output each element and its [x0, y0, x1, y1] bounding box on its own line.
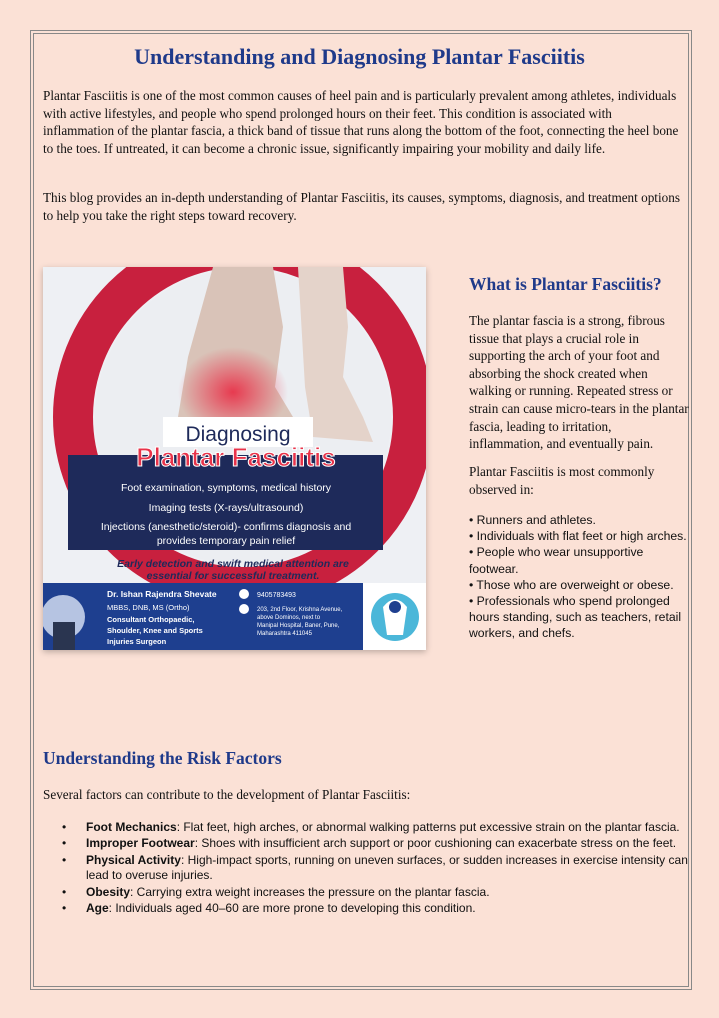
list-item — [62, 853, 692, 884]
poster-note-2: essential for successful treatment. — [146, 570, 320, 582]
doctor-qualifications: MBBS, DNB, MS (Ortho) — [107, 603, 190, 612]
poster-item-4: provides temporary pain relief — [156, 535, 296, 547]
diagnosis-poster-image — [43, 267, 426, 650]
doctor-role-3: Injuries Surgeon — [107, 637, 167, 646]
bullet-icon: • — [62, 901, 67, 916]
list-item — [62, 836, 692, 851]
address-line-2: above Dominos, next to — [257, 615, 321, 621]
bullet-icon: • — [62, 852, 67, 867]
bullet-icon: • — [62, 836, 67, 851]
list-item — [62, 885, 692, 900]
list-item: • Those who are overweight or obese. — [469, 577, 674, 592]
risk-text: : Flat feet, high arches, or abnormal walking patterns put excessive strain on the plantar fascia. — [176, 820, 680, 834]
list-item: • Professionals who spend prolonged hours standing, such as teachers, retail workers, and chefs. — [469, 594, 682, 641]
observed-in-paragraph: Plantar Fasciitis is most commonly observed in: — [469, 464, 655, 497]
location-icon — [239, 604, 249, 614]
poster-item-1: Foot examination, symptoms, medical history — [120, 482, 332, 494]
observed-in-list — [469, 512, 689, 642]
what-is-heading: What is Plantar Fasciitis? — [469, 274, 662, 294]
risk-term: Obesity — [86, 884, 131, 899]
risk-text: : Shoes with insufficient arch support or poor cushioning can exacerbate stress on the feet. — [194, 836, 677, 851]
doctor-role-1: Consultant Orthopaedic, — [107, 615, 195, 624]
risk-text: : Carrying extra weight increases the pressure on the plantar fascia. — [130, 884, 490, 899]
risk-term: Foot Mechanics — [86, 820, 177, 834]
risk-factors-heading: Understanding the Risk Factors — [43, 748, 282, 768]
poster-note-1: Early detection and swift medical attention are — [117, 558, 349, 570]
what-is-paragraph: The plantar fascia is a strong, fibrous tissue that plays a crucial role in supporting the arch of your foot and absorbing the shock created when walking or running. Repeated stress or strain can cause micro-tears in the plantar fascia, leading to irritation, inflammation, and eventually pain. — [469, 313, 689, 452]
risk-factors-list — [62, 820, 692, 917]
bullet-icon: • — [62, 820, 67, 834]
list-item — [62, 901, 692, 916]
address-line-3: Manipal Hospital, Baner, Pune, — [257, 623, 340, 629]
bullet-icon: • — [62, 884, 67, 899]
risk-text: : Individuals aged 40–60 are more prone to developing this condition. — [108, 901, 476, 916]
risk-term: Physical Activity — [86, 852, 181, 867]
risk-term: Improper Footwear — [86, 836, 195, 851]
risk-factors-intro: Several factors can contribute to the development of Plantar Fasciitis: — [43, 787, 411, 802]
poster-heading-1: Diagnosing — [185, 423, 291, 446]
poster-artwork — [43, 267, 426, 650]
poster-heading-2: Plantar Fasciitis — [136, 442, 336, 472]
risk-term: Age — [86, 901, 109, 916]
address-line-1: 203, 2nd Floor, Krishna Avenue, — [257, 607, 343, 613]
list-item: • Runners and athletes. — [469, 513, 596, 527]
phone-icon — [239, 589, 249, 599]
intro-paragraph-2: This blog provides an in-depth understanding of Plantar Fasciitis, its causes, symptoms, diagnosis, and treatment options to help you take the right steps toward recovery. — [43, 190, 680, 223]
poster-item-2: Imaging tests (X-rays/ultrasound) — [148, 502, 304, 514]
address-line-4: Maharashtra 411045 — [257, 631, 312, 637]
doctor-phone: 9405783493 — [257, 592, 296, 599]
risk-text: : High-impact sports, running on uneven surfaces, or sudden increases in exercise intensity can lead to overuse injuries. — [86, 852, 688, 883]
intro-paragraph-1: Plantar Fasciitis is one of the most common causes of heel pain and is particularly prevalent among athletes, individuals with active lifestyles, and people who spend prolonged hours on their feet. This condition is associated with inflammation of the plantar fascia, a thick band of tissue that runs along the bottom of the foot, connecting the heel bone to the toes. If untreated, it can become a chronic issue, significantly impairing your mobility and daily life. — [43, 88, 679, 156]
list-item: • Individuals with flat feet or high arches. — [469, 529, 687, 544]
poster-item-3: Injections (anesthetic/steroid)- confirms diagnosis and — [100, 521, 352, 533]
doctor-role-2: Shoulder, Knee and Sports — [107, 626, 203, 635]
page-title: Understanding and Diagnosing Plantar Fasciitis — [134, 44, 585, 69]
list-item — [62, 820, 692, 835]
doctor-name: Dr. Ishan Rajendra Shevate — [107, 589, 217, 599]
clinic-logo-icon — [371, 593, 419, 641]
list-item: • People who wear unsupportive footwear. — [469, 545, 644, 576]
